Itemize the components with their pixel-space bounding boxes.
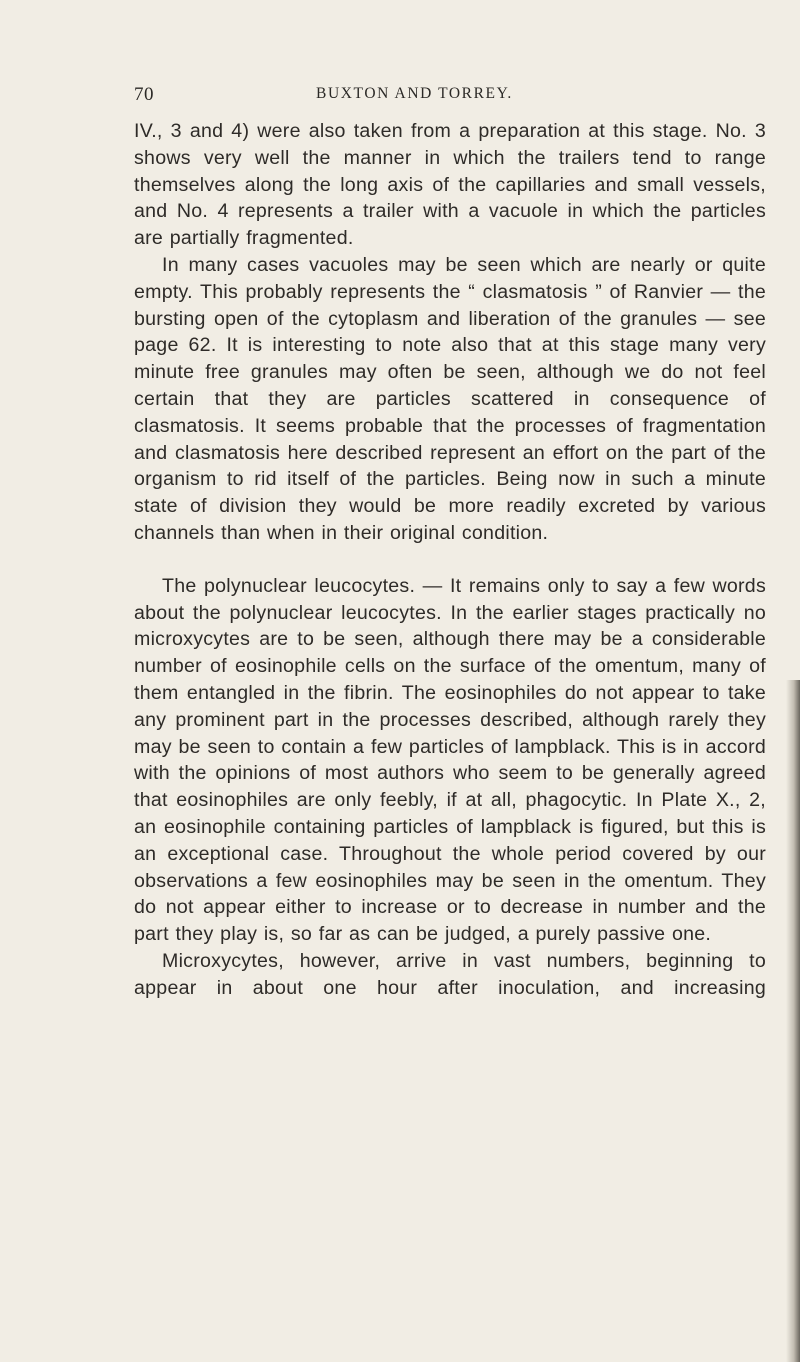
paragraph-clasmatosis: In many cases vacuoles may be seen which are nearly or quite empty. This probably represents the “ clasmatosis ” of Ranvier — the bursting open of the cytoplasm and liberation of the granules — see page 62. It is interesting to note also that at this stage many very minute free granules may often be seen, although we do not feel certain that they are particles scattered in consequence of clasmatosis. It seems probable that the processes of fragmentation and clasmatosis here described represent an effort on the part of the organism to rid itself of the particles. Being now in such a minute state of division they would be more readily excreted by various channels than when in their original condition. [134,253,766,544]
page-number: 70 [134,84,154,105]
paragraph-polynuclear-leucocytes: The polynuclear leucocytes. — It remains only to say a few words about the polynuclear leucocytes. In the earlier stages practically no microxycytes are to be seen, although there may be a considerable number of eosinophile cells on the surface of the omentum, many of them entangled in the fibrin. The eosinophiles do not appear to take any prominent part in the processes described, although rarely they may be seen to contain a few particles of lampblack. This is in accord with the opinions of most authors who seem to be generally agreed that eosinophiles are only feebly, if at all, phagocytic. In Plate X., 2, an eosinophile containing particles of lampblack is figured, but this is an exceptional case. Throughout the whole period covered by our observations a few eosinophiles may be seen in the omentum. They do not appear either to increase or to decrease in number and the part they play is, so far as can be judged, a purely passive one. [134,574,766,946]
body-text [134,118,766,1002]
page-edge-shadow [786,680,800,1362]
running-head: BUXTON AND TORREY. [316,85,513,102]
paragraph-microxycytes: Microxycytes, however, arrive in vast numbers, beginning to appear in about one hour after inoculation, and increasing [134,949,766,999]
page-header [134,84,766,108]
paragraph-continuation: IV., 3 and 4) were also taken from a preparation at this stage. No. 3 shows very well the manner in which the trailers tend to range themselves along the long axis of the capillaries and small vessels, and No. 4 represents a trailer with a vacuole in which the particles are partially fragmented. [134,120,766,250]
